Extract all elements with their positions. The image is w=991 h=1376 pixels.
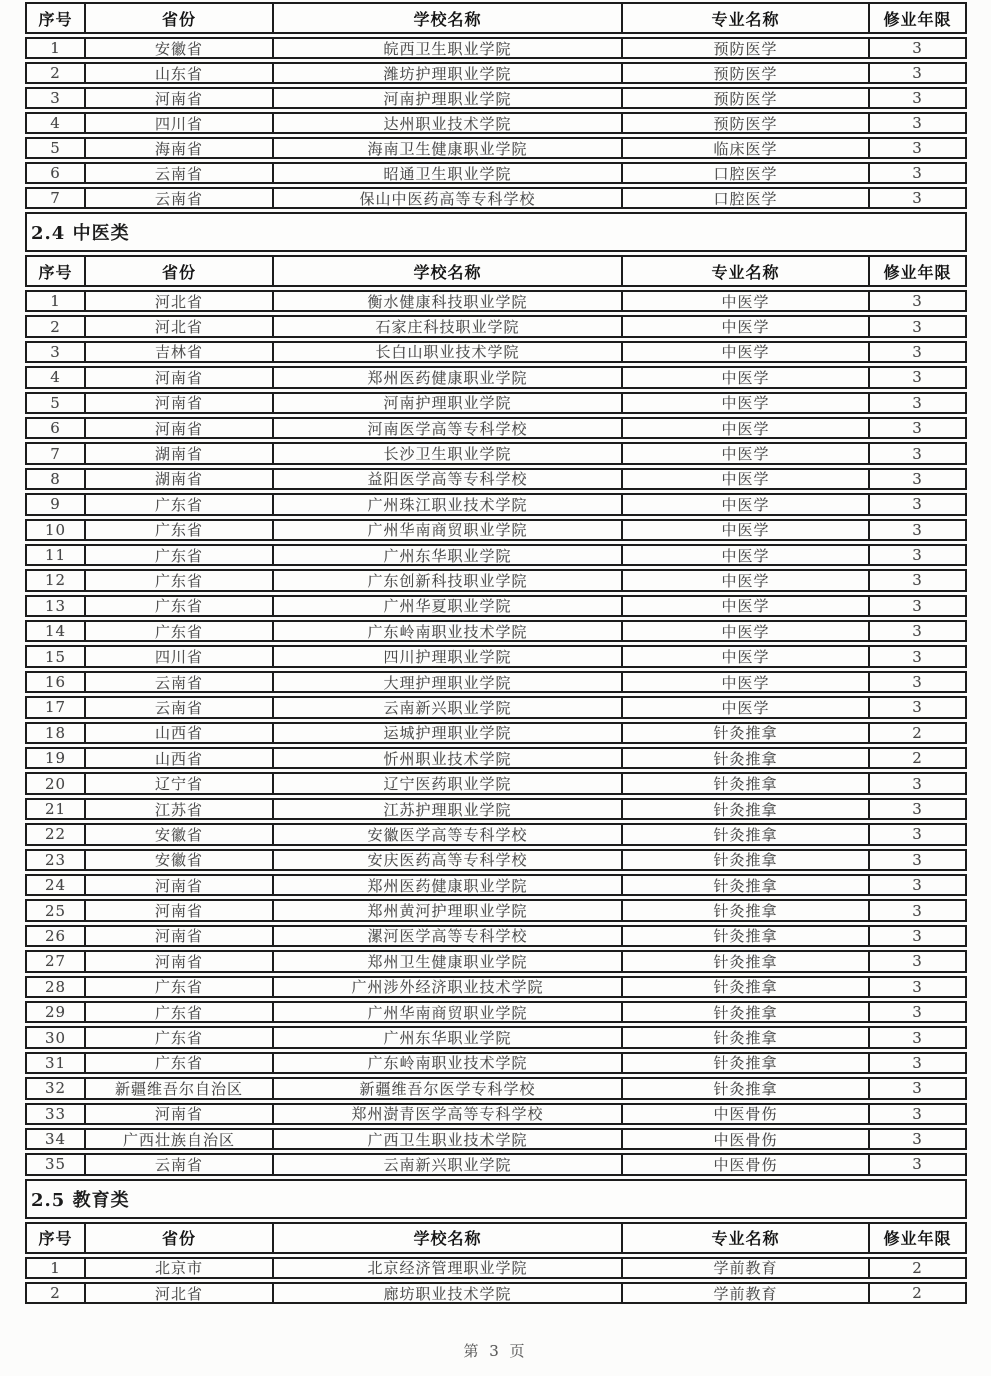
cell-seq: 1 [50, 39, 61, 57]
header-cell-seq: 序号 [38, 1229, 73, 1249]
cell-school: 广州东华职业学院 [272, 1028, 621, 1046]
cell-years: 3 [868, 851, 965, 869]
cell-school: 河南护理职业学院 [272, 394, 621, 412]
cell-province: 吉林省 [84, 343, 272, 361]
cell-province: 四川省 [84, 647, 272, 665]
cell-seq: 1 [50, 292, 61, 311]
table-row [25, 1282, 967, 1304]
cell-years: 3 [868, 952, 965, 970]
cell-seq: 12 [44, 571, 67, 590]
cell-years: 2 [868, 1284, 965, 1302]
cell-province: 辽宁省 [84, 774, 272, 792]
cell-major: 预防医学 [621, 89, 868, 107]
header-cell-seq: 序号 [38, 9, 73, 29]
cell-seq: 6 [50, 164, 61, 182]
cell-major: 中医学 [621, 419, 868, 437]
cell-years: 3 [868, 546, 965, 564]
cell-years: 3 [868, 39, 965, 57]
cell-years: 3 [868, 901, 965, 919]
cell-seq: 34 [44, 1130, 67, 1149]
table-continued [25, 2, 967, 209]
cell-major: 中医学 [621, 317, 868, 335]
cell-school: 云南新兴职业学院 [272, 1155, 621, 1173]
table-row [25, 544, 967, 566]
cell-years: 3 [868, 64, 965, 82]
table-row [25, 162, 967, 184]
cell-seq: 30 [44, 1028, 67, 1047]
cell-seq: 7 [50, 189, 61, 207]
cell-years: 3 [868, 597, 965, 615]
table-row [25, 137, 967, 159]
cell-seq: 3 [50, 89, 61, 107]
cell-years: 3 [868, 927, 965, 945]
cell-major: 中医学 [621, 343, 868, 361]
cell-school: 江苏护理职业学院 [272, 800, 621, 818]
cell-years: 3 [868, 114, 965, 132]
cell-major: 针灸推拿 [621, 724, 868, 742]
cell-major: 中医学 [621, 546, 868, 564]
table-header-row [25, 255, 967, 287]
cell-school: 云南新兴职业学院 [272, 698, 621, 716]
cell-school: 益阳医学高等专科学校 [272, 470, 621, 488]
cell-province: 河南省 [84, 419, 272, 437]
cell-school: 广州东华职业学院 [272, 546, 621, 564]
cell-province: 山西省 [84, 724, 272, 742]
cell-major: 中医学 [621, 521, 868, 539]
cell-major: 预防医学 [621, 64, 868, 82]
cell-years: 3 [868, 825, 965, 843]
cell-province: 河北省 [84, 1284, 272, 1302]
table-row [25, 925, 967, 947]
cell-province: 云南省 [84, 698, 272, 716]
cell-province: 四川省 [84, 114, 272, 132]
cell-province: 广东省 [84, 1054, 272, 1072]
cell-school: 皖西卫生职业学院 [272, 39, 621, 57]
table-row [25, 62, 967, 84]
cell-years: 3 [868, 1130, 965, 1148]
cell-seq: 29 [44, 1003, 67, 1022]
header-cell-years: 修业年限 [868, 4, 965, 32]
cell-province: 河南省 [84, 368, 272, 386]
table-body [25, 1257, 967, 1305]
cell-school: 郑州医药健康职业学院 [272, 876, 621, 894]
cell-seq: 5 [50, 139, 61, 157]
cell-school: 广西卫生职业技术学院 [272, 1130, 621, 1148]
cell-years: 3 [868, 800, 965, 818]
header-cell-years: 修业年限 [868, 1224, 965, 1252]
cell-major: 针灸推拿 [621, 825, 868, 843]
cell-seq: 11 [44, 546, 67, 565]
cell-seq: 22 [44, 825, 67, 844]
cell-school: 海南卫生健康职业学院 [272, 139, 621, 157]
cell-province: 河南省 [84, 952, 272, 970]
cell-province: 海南省 [84, 139, 272, 157]
cell-seq: 24 [44, 876, 67, 895]
cell-major: 口腔医学 [621, 164, 868, 182]
table-row [25, 1257, 967, 1279]
cell-school: 新疆维吾尔医学专科学校 [272, 1079, 621, 1097]
cell-major: 针灸推拿 [621, 774, 868, 792]
cell-province: 河北省 [84, 317, 272, 335]
cell-school: 广州华夏职业学院 [272, 597, 621, 615]
cell-years: 3 [868, 774, 965, 792]
cell-province: 云南省 [84, 164, 272, 182]
cell-major: 中医骨伤 [621, 1155, 868, 1173]
cell-years: 3 [868, 89, 965, 107]
cell-seq: 19 [44, 749, 67, 768]
page-content [25, 2, 967, 1304]
cell-seq: 16 [44, 673, 67, 692]
cell-major: 针灸推拿 [621, 1054, 868, 1072]
table-row [25, 519, 967, 541]
cell-seq: 21 [44, 800, 67, 818]
cell-seq: 7 [50, 444, 61, 463]
cell-province: 广东省 [84, 495, 272, 513]
header-cell-major: 专业名称 [621, 4, 868, 32]
cell-school: 大理护理职业学院 [272, 673, 621, 691]
cell-province: 北京市 [84, 1259, 272, 1277]
cell-seq: 27 [44, 952, 67, 971]
cell-province: 广东省 [84, 546, 272, 564]
cell-major: 中医学 [621, 673, 868, 691]
cell-province: 河北省 [84, 292, 272, 310]
table-row [25, 798, 967, 820]
cell-seq: 25 [44, 901, 67, 920]
cell-seq: 4 [50, 368, 61, 387]
cell-seq: 9 [50, 495, 61, 514]
cell-years: 3 [868, 139, 965, 157]
cell-seq: 1 [50, 1258, 61, 1277]
cell-major: 针灸推拿 [621, 1003, 868, 1021]
cell-seq: 2 [50, 317, 61, 336]
cell-years: 3 [868, 622, 965, 640]
cell-years: 3 [868, 495, 965, 513]
cell-province: 河南省 [84, 901, 272, 919]
section-heading-2-5: 2.5 教育类 [25, 1179, 967, 1219]
cell-years: 3 [868, 164, 965, 182]
cell-major: 中医学 [621, 571, 868, 589]
cell-years: 3 [868, 1003, 965, 1021]
table-row [25, 392, 967, 414]
cell-major: 口腔医学 [621, 189, 868, 207]
cell-major: 针灸推拿 [621, 749, 868, 767]
cell-seq: 13 [44, 596, 67, 615]
cell-major: 中医学 [621, 470, 868, 488]
cell-major: 学前教育 [621, 1284, 868, 1302]
cell-years: 2 [868, 724, 965, 742]
cell-school: 石家庄科技职业学院 [272, 317, 621, 335]
cell-major: 中医学 [621, 394, 868, 412]
cell-school: 郑州医药健康职业学院 [272, 368, 621, 386]
table-row [25, 1052, 967, 1074]
cell-province: 河南省 [84, 1105, 272, 1123]
table-row [25, 1153, 967, 1175]
cell-school: 潍坊护理职业学院 [272, 64, 621, 82]
table-row [25, 747, 967, 769]
table-row [25, 1026, 967, 1048]
cell-years: 3 [868, 292, 965, 310]
table-row [25, 366, 967, 388]
cell-years: 3 [868, 419, 965, 437]
header-cell-seq: 序号 [38, 262, 73, 282]
cell-school: 广东岭南职业技术学院 [272, 1054, 621, 1072]
table-row [25, 899, 967, 921]
cell-major: 针灸推拿 [621, 876, 868, 894]
cell-province: 新疆维吾尔自治区 [84, 1079, 272, 1097]
cell-years: 3 [868, 189, 965, 207]
cell-school: 郑州澍青医学高等专科学校 [272, 1105, 621, 1123]
cell-school: 辽宁医药职业学院 [272, 774, 621, 792]
table-row [25, 112, 967, 134]
cell-major: 临床医学 [621, 139, 868, 157]
cell-seq: 2 [50, 1284, 61, 1303]
table-row [25, 187, 967, 209]
cell-province: 广东省 [84, 622, 272, 640]
cell-province: 湖南省 [84, 470, 272, 488]
cell-seq: 14 [44, 622, 67, 641]
cell-province: 广东省 [84, 1028, 272, 1046]
cell-major: 中医学 [621, 647, 868, 665]
cell-seq: 20 [44, 774, 67, 793]
cell-province: 广东省 [84, 571, 272, 589]
cell-major: 中医学 [621, 444, 868, 462]
table-row [25, 468, 967, 490]
cell-years: 2 [868, 1259, 965, 1277]
cell-years: 3 [868, 978, 965, 996]
header-cell-school: 学校名称 [272, 4, 621, 32]
table-row [25, 874, 967, 896]
table-row [25, 823, 967, 845]
table-row [25, 849, 967, 871]
section-heading-2-4: 2.4 中医类 [25, 212, 967, 252]
cell-years: 3 [868, 470, 965, 488]
cell-province: 河南省 [84, 89, 272, 107]
cell-years: 3 [868, 343, 965, 361]
table-row [25, 1077, 967, 1099]
cell-school: 安徽医学高等专科学校 [272, 825, 621, 843]
cell-major: 针灸推拿 [621, 851, 868, 869]
table-header-row [25, 1222, 967, 1254]
cell-major: 针灸推拿 [621, 1028, 868, 1046]
cell-seq: 31 [44, 1053, 67, 1072]
cell-years: 3 [868, 317, 965, 335]
cell-seq: 33 [44, 1104, 67, 1123]
table-row [25, 645, 967, 667]
cell-school: 北京经济管理职业学院 [272, 1259, 621, 1277]
cell-years: 3 [868, 368, 965, 386]
cell-school: 广东创新科技职业学院 [272, 571, 621, 589]
cell-school: 运城护理职业学院 [272, 724, 621, 742]
cell-years: 3 [868, 673, 965, 691]
cell-province: 山西省 [84, 749, 272, 767]
cell-school: 达州职业技术学院 [272, 114, 621, 132]
header-cell-major: 专业名称 [621, 1224, 868, 1252]
cell-years: 3 [868, 521, 965, 539]
cell-province: 安徽省 [84, 39, 272, 57]
header-cell-province: 省份 [84, 1224, 272, 1252]
cell-school: 衡水健康科技职业学院 [272, 292, 621, 310]
cell-years: 3 [868, 1079, 965, 1097]
cell-school: 广东岭南职业技术学院 [272, 622, 621, 640]
cell-school: 廊坊职业技术学院 [272, 1284, 621, 1302]
cell-seq: 23 [44, 850, 67, 869]
cell-major: 预防医学 [621, 114, 868, 132]
header-cell-province: 省份 [84, 257, 272, 285]
cell-seq: 32 [44, 1079, 67, 1098]
cell-school: 郑州卫生健康职业学院 [272, 952, 621, 970]
table-row [25, 722, 967, 744]
table-row [25, 772, 967, 794]
cell-seq: 18 [44, 723, 67, 742]
cell-school: 郑州黄河护理职业学院 [272, 901, 621, 919]
cell-province: 河南省 [84, 876, 272, 894]
table-header-row [25, 2, 967, 34]
table-row [25, 671, 967, 693]
cell-province: 广东省 [84, 521, 272, 539]
cell-seq: 5 [50, 393, 61, 412]
table-body [25, 37, 967, 209]
cell-school: 安庆医药高等专科学校 [272, 851, 621, 869]
cell-seq: 35 [44, 1155, 67, 1174]
cell-major: 中医学 [621, 292, 868, 310]
cell-major: 中医学 [621, 622, 868, 640]
cell-province: 山东省 [84, 64, 272, 82]
cell-major: 针灸推拿 [621, 978, 868, 996]
table-row [25, 595, 967, 617]
header-cell-school: 学校名称 [272, 257, 621, 285]
table-row [25, 569, 967, 591]
cell-school: 广州华南商贸职业学院 [272, 1003, 621, 1021]
table-row [25, 37, 967, 59]
table-row [25, 950, 967, 972]
table-body [25, 290, 967, 1176]
cell-school: 河南医学高等专科学校 [272, 419, 621, 437]
cell-major: 预防医学 [621, 39, 868, 57]
cell-major: 中医骨伤 [621, 1105, 868, 1123]
page-number: 第 3 页 [463, 1342, 528, 1360]
cell-school: 广州华南商贸职业学院 [272, 521, 621, 539]
cell-years: 2 [868, 749, 965, 767]
table-row [25, 1128, 967, 1150]
cell-major: 中医学 [621, 495, 868, 513]
cell-years: 3 [868, 1028, 965, 1046]
cell-province: 广东省 [84, 1003, 272, 1021]
table-row [25, 87, 967, 109]
table-row [25, 1103, 967, 1125]
table-row [25, 315, 967, 337]
cell-province: 安徽省 [84, 851, 272, 869]
cell-school: 长沙卫生职业学院 [272, 444, 621, 462]
cell-years: 3 [868, 876, 965, 894]
table-row [25, 493, 967, 515]
table-row [25, 976, 967, 998]
cell-major: 中医学 [621, 597, 868, 615]
cell-province: 河南省 [84, 394, 272, 412]
cell-province: 云南省 [84, 673, 272, 691]
table-row [25, 442, 967, 464]
cell-major: 中医学 [621, 368, 868, 386]
cell-major: 学前教育 [621, 1259, 868, 1277]
cell-years: 3 [868, 1054, 965, 1072]
table-row [25, 290, 967, 312]
table-row [25, 417, 967, 439]
cell-province: 安徽省 [84, 825, 272, 843]
cell-seq: 17 [44, 698, 67, 717]
cell-province: 广西壮族自治区 [84, 1130, 272, 1148]
cell-seq: 28 [44, 977, 67, 996]
table-tcm [25, 255, 967, 1176]
cell-major: 针灸推拿 [621, 901, 868, 919]
cell-years: 3 [868, 1105, 965, 1123]
cell-seq: 10 [44, 520, 67, 539]
cell-school: 忻州职业技术学院 [272, 749, 621, 767]
cell-major: 针灸推拿 [621, 952, 868, 970]
cell-school: 昭通卫生职业学院 [272, 164, 621, 182]
cell-years: 3 [868, 698, 965, 716]
cell-seq: 15 [44, 647, 67, 666]
cell-seq: 3 [50, 342, 61, 361]
table-row [25, 341, 967, 363]
cell-seq: 8 [50, 469, 61, 488]
header-cell-school: 学校名称 [272, 1224, 621, 1252]
cell-major: 针灸推拿 [621, 1079, 868, 1097]
cell-province: 广东省 [84, 978, 272, 996]
header-cell-province: 省份 [84, 4, 272, 32]
cell-school: 长白山职业技术学院 [272, 343, 621, 361]
cell-school: 广州珠江职业技术学院 [272, 495, 621, 513]
cell-major: 针灸推拿 [621, 927, 868, 945]
header-cell-major: 专业名称 [621, 257, 868, 285]
cell-seq: 6 [50, 419, 61, 438]
cell-province: 云南省 [84, 189, 272, 207]
cell-province: 云南省 [84, 1155, 272, 1173]
cell-school: 保山中医药高等专科学校 [272, 189, 621, 207]
cell-province: 江苏省 [84, 800, 272, 818]
cell-years: 3 [868, 444, 965, 462]
table-education [25, 1222, 967, 1305]
cell-school: 河南护理职业学院 [272, 89, 621, 107]
cell-seq: 26 [44, 926, 67, 945]
cell-years: 3 [868, 394, 965, 412]
table-row [25, 696, 967, 718]
cell-years: 3 [868, 647, 965, 665]
table-row [25, 1001, 967, 1023]
cell-province: 河南省 [84, 927, 272, 945]
cell-years: 3 [868, 571, 965, 589]
cell-school: 漯河医学高等专科学校 [272, 927, 621, 945]
cell-major: 针灸推拿 [621, 800, 868, 818]
cell-seq: 2 [50, 64, 61, 82]
cell-major: 中医学 [621, 698, 868, 716]
cell-major: 中医骨伤 [621, 1130, 868, 1148]
table-row [25, 620, 967, 642]
cell-province: 湖南省 [84, 444, 272, 462]
cell-province: 广东省 [84, 597, 272, 615]
cell-seq: 4 [50, 114, 61, 132]
cell-school: 四川护理职业学院 [272, 647, 621, 665]
header-cell-years: 修业年限 [868, 257, 965, 285]
cell-school: 广州涉外经济职业技术学院 [272, 978, 621, 996]
cell-years: 3 [868, 1155, 965, 1173]
